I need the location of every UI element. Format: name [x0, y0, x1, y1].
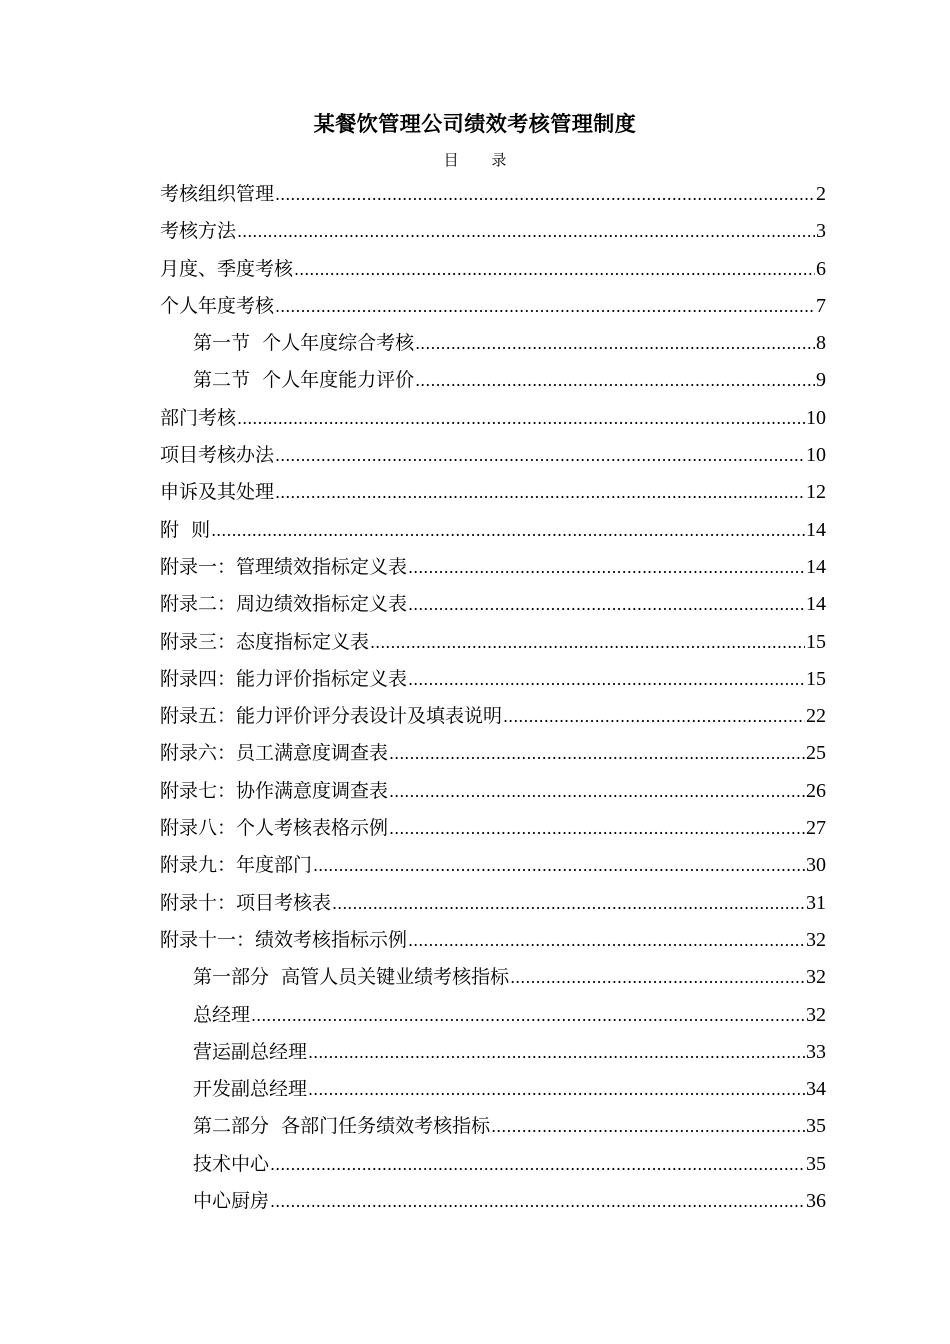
toc-entry[interactable] [160, 288, 826, 325]
toc-entry[interactable] [160, 474, 826, 511]
toc-entry[interactable] [160, 773, 826, 810]
toc-dot-leader [237, 213, 815, 250]
toc-dot-leader [251, 997, 805, 1034]
document-title: 某餐饮管理公司绩效考核管理制度 [313, 112, 637, 136]
toc-dot-leader [503, 698, 805, 735]
toc-dot-leader [370, 624, 805, 661]
toc-entry-label: 附录七：协作满意度调查表 [160, 779, 389, 802]
toc-page-number: 32 [806, 928, 826, 951]
toc-dot-leader [510, 959, 805, 996]
toc-dot-leader [275, 176, 815, 213]
toc-dot-leader [389, 735, 805, 772]
toc-page-number: 35 [806, 1115, 826, 1138]
toc-page-number: 6 [816, 257, 826, 280]
toc-entry-label: 技术中心 [193, 1152, 270, 1175]
toc-entry-label: 附录二：周边绩效指标定义表 [160, 593, 408, 616]
toc-entry-label: 第一节 个人年度综合考核 [193, 332, 415, 355]
toc-entry[interactable] [160, 959, 826, 996]
toc-dot-leader [408, 549, 805, 586]
toc-entry-label: 附录十：项目考核表 [160, 891, 332, 914]
toc-entry[interactable] [160, 362, 826, 399]
toc-entry[interactable] [160, 1071, 826, 1108]
toc-entry-label: 附录九：年度部门 [160, 854, 313, 877]
toc-dot-leader [211, 512, 805, 549]
toc-dot-leader [313, 847, 805, 884]
toc-entry-label: 申诉及其处理 [160, 481, 275, 504]
toc-entry-label: 附 则 [160, 518, 211, 541]
toc-entry[interactable] [160, 176, 826, 213]
toc-page-number: 32 [806, 966, 826, 989]
toc-entry[interactable] [160, 810, 826, 847]
toc-entry[interactable] [160, 997, 826, 1034]
toc-entry[interactable] [160, 400, 826, 437]
toc-entry-label: 部门考核 [160, 406, 237, 429]
toc-page-number: 36 [806, 1190, 826, 1213]
toc-page-number: 34 [806, 1078, 826, 1101]
toc-page-number: 14 [806, 593, 826, 616]
toc-dot-leader [270, 1183, 805, 1220]
toc-page-number: 25 [806, 742, 826, 765]
toc-entry[interactable] [160, 922, 826, 959]
toc-entry-label: 中心厨房 [193, 1190, 270, 1213]
toc-entry-label: 附录八：个人考核表格示例 [160, 817, 389, 840]
toc-entry-label: 附录三：态度指标定义表 [160, 630, 370, 653]
toc-dot-leader [491, 1108, 805, 1145]
toc-dot-leader [308, 1071, 805, 1108]
toc-page-number: 12 [806, 481, 826, 504]
toc-entry-label: 月度、季度考核 [160, 257, 294, 280]
toc-dot-leader [415, 362, 815, 399]
toc-page-number: 32 [806, 1003, 826, 1026]
toc-dot-leader [408, 586, 805, 623]
table-of-contents [160, 176, 826, 1220]
toc-entry[interactable] [160, 1108, 826, 1145]
toc-entry[interactable] [160, 512, 826, 549]
toc-entry-label: 附录六：员工满意度调查表 [160, 742, 389, 765]
toc-entry[interactable] [160, 1034, 826, 1071]
toc-page-number: 35 [806, 1152, 826, 1175]
toc-page-number: 3 [816, 220, 826, 243]
toc-page-number: 14 [806, 555, 826, 578]
toc-dot-leader [415, 325, 815, 362]
toc-entry-label: 总经理 [193, 1003, 251, 1026]
toc-entry-label: 考核组织管理 [160, 183, 275, 205]
toc-entry[interactable] [160, 325, 826, 362]
toc-dot-leader [389, 810, 805, 847]
toc-entry[interactable] [160, 624, 826, 661]
toc-page-number: 9 [816, 369, 826, 392]
toc-entry[interactable] [160, 437, 826, 474]
toc-page-number: 2 [816, 183, 826, 205]
toc-entry[interactable] [160, 213, 826, 250]
toc-dot-leader [275, 437, 805, 474]
toc-entry[interactable] [160, 661, 826, 698]
toc-entry-label: 附录五：能力评价评分表设计及填表说明 [160, 705, 503, 728]
toc-dot-leader [389, 773, 805, 810]
toc-page-number: 14 [806, 518, 826, 541]
toc-entry[interactable] [160, 1146, 826, 1183]
toc-dot-leader [308, 1034, 805, 1071]
toc-entry-label: 个人年度考核 [160, 294, 275, 317]
toc-entry-label: 第一部分 高管人员关键业绩考核指标 [193, 966, 510, 989]
toc-entry-label: 营运副总经理 [193, 1040, 308, 1063]
toc-entry[interactable] [160, 549, 826, 586]
toc-entry[interactable] [160, 586, 826, 623]
toc-page-number: 10 [806, 406, 826, 429]
toc-entry-label: 项目考核办法 [160, 444, 275, 467]
toc-dot-leader [332, 885, 805, 922]
toc-page-number: 7 [816, 294, 826, 317]
toc-entry[interactable] [160, 1183, 826, 1220]
toc-page-number: 31 [806, 891, 826, 914]
toc-page-number: 30 [806, 854, 826, 877]
toc-page-number: 33 [806, 1040, 826, 1063]
toc-entry-label: 第二部分 各部门任务绩效考核指标 [193, 1115, 491, 1138]
toc-heading: 目 录 [443, 151, 521, 169]
toc-dot-leader [294, 251, 815, 288]
toc-entry[interactable] [160, 885, 826, 922]
toc-dot-leader [408, 661, 805, 698]
toc-entry-label: 附录一：管理绩效指标定义表 [160, 555, 408, 578]
toc-entry-label: 第二节 个人年度能力评价 [193, 369, 415, 392]
toc-dot-leader [270, 1146, 805, 1183]
toc-page-number: 8 [816, 332, 826, 355]
toc-page-number: 10 [806, 444, 826, 467]
toc-dot-leader [275, 288, 815, 325]
toc-page-number: 27 [806, 817, 826, 840]
toc-entry-label: 附录四：能力评价指标定义表 [160, 667, 408, 690]
toc-entry[interactable] [160, 698, 826, 735]
toc-page-number: 26 [806, 779, 826, 802]
toc-entry-label: 考核方法 [160, 220, 237, 243]
toc-dot-leader [237, 400, 805, 437]
toc-page-number: 15 [806, 667, 826, 690]
toc-entry[interactable] [160, 735, 826, 772]
toc-dot-leader [408, 922, 805, 959]
toc-page-number: 22 [806, 705, 826, 728]
toc-page-number: 15 [806, 630, 826, 653]
toc-entry[interactable] [160, 251, 826, 288]
toc-entry-label: 开发副总经理 [193, 1078, 308, 1101]
toc-entry-label: 附录十一：绩效考核指标示例 [160, 928, 408, 951]
toc-dot-leader [275, 474, 805, 511]
toc-entry[interactable] [160, 847, 826, 884]
